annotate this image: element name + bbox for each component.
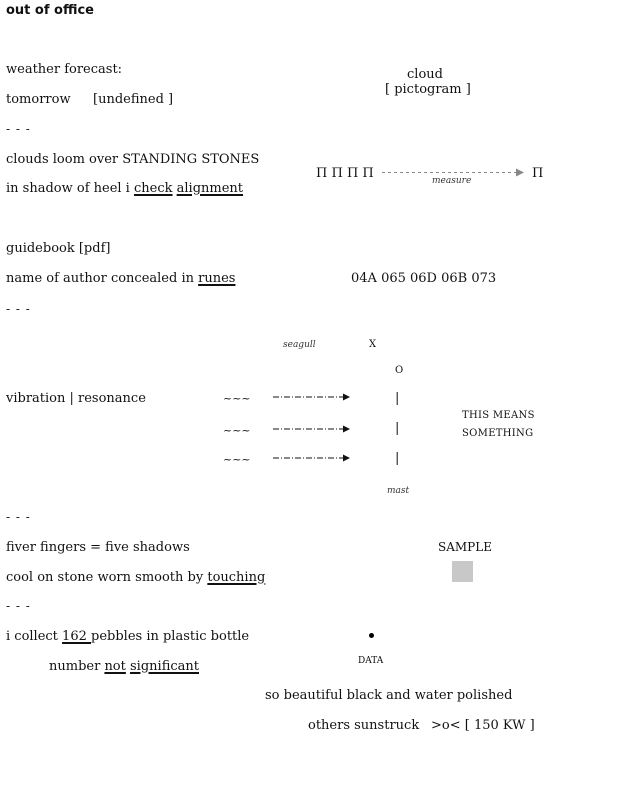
pebbles-line-1 — [6, 629, 249, 644]
meaning-line-1: THIS MEANS — [462, 410, 535, 421]
mast-bar: | — [395, 451, 400, 466]
author-line-prefix: name of author concealed in — [6, 271, 199, 286]
touching-link[interactable]: touching — [207, 570, 266, 585]
pebbles-line-1-suffix: pebbles in plastic bottle — [91, 629, 250, 644]
separator: - - - — [6, 302, 31, 316]
fingers-line-2 — [6, 570, 265, 585]
data-label: DATA — [358, 656, 384, 666]
forecast-day: tomorrow — [6, 92, 71, 107]
page-title: out of office — [6, 3, 94, 18]
cloud-pictogram: [ pictogram ] — [385, 82, 471, 97]
wave: ~~~ — [223, 392, 251, 405]
pebbles-line-2-prefix: number — [49, 659, 105, 674]
mast-bar: | — [395, 391, 400, 406]
pebbles-line-3: so beautiful black and water polished — [265, 688, 513, 703]
seagull-label: seagull — [283, 340, 316, 350]
sample-swatch — [452, 561, 473, 582]
stones-line-2-prefix: in shadow of heel i — [6, 181, 134, 196]
data-dot — [369, 633, 374, 638]
vibration-arrows — [272, 392, 352, 464]
wave: ~~~ — [223, 424, 251, 437]
measure-label: measure — [432, 176, 472, 186]
cloud-title: cloud — [407, 67, 443, 82]
check-link[interactable]: check — [133, 181, 173, 196]
runes-link[interactable]: runes — [198, 271, 236, 286]
vibration-label: vibration | resonance — [6, 391, 146, 406]
stone-single: Π — [532, 166, 544, 181]
wave: ~~~ — [223, 453, 251, 466]
mast-label: mast — [387, 486, 410, 496]
o-mark: O — [395, 365, 404, 376]
alignment-link[interactable]: alignment — [176, 181, 244, 196]
separator: - - - — [6, 510, 31, 524]
stones-line-1: clouds loom over STANDING STONES — [6, 152, 260, 167]
pebbles-line-2 — [49, 659, 199, 674]
sample-label: SAMPLE — [438, 540, 492, 554]
fingers-line-1: fiver fingers = five shadows — [6, 540, 190, 555]
mast-bar: | — [395, 421, 400, 436]
power-reading: >o< [ 150 KW ] — [431, 718, 535, 733]
forecast-value: [undefined ] — [93, 92, 174, 107]
vibration-arrow — [273, 394, 350, 401]
count-link[interactable]: 162 — [62, 629, 91, 644]
vibration-arrow — [273, 426, 350, 433]
pebbles-line-4: others sunstruck — [308, 718, 420, 733]
separator: - - - — [6, 122, 31, 136]
fingers-line-2-prefix: cool on stone worn smooth by — [6, 570, 208, 585]
stone-row: Π Π Π Π — [316, 166, 374, 181]
meaning-line-2: SOMETHING — [462, 428, 534, 439]
guidebook-line: guidebook [pdf] — [6, 241, 111, 256]
significant-link[interactable]: significant — [130, 659, 199, 674]
author-line — [6, 271, 235, 286]
hex-code: 04A 065 06D 06B 073 — [351, 271, 497, 286]
stones-line-2 — [6, 181, 243, 196]
not-link[interactable]: not — [104, 659, 126, 674]
separator: - - - — [6, 599, 31, 613]
pebbles-line-1-prefix: i collect — [6, 629, 63, 644]
vibration-arrow — [273, 455, 350, 462]
forecast-label: weather forecast: — [6, 62, 123, 77]
x-mark: X — [369, 339, 377, 350]
